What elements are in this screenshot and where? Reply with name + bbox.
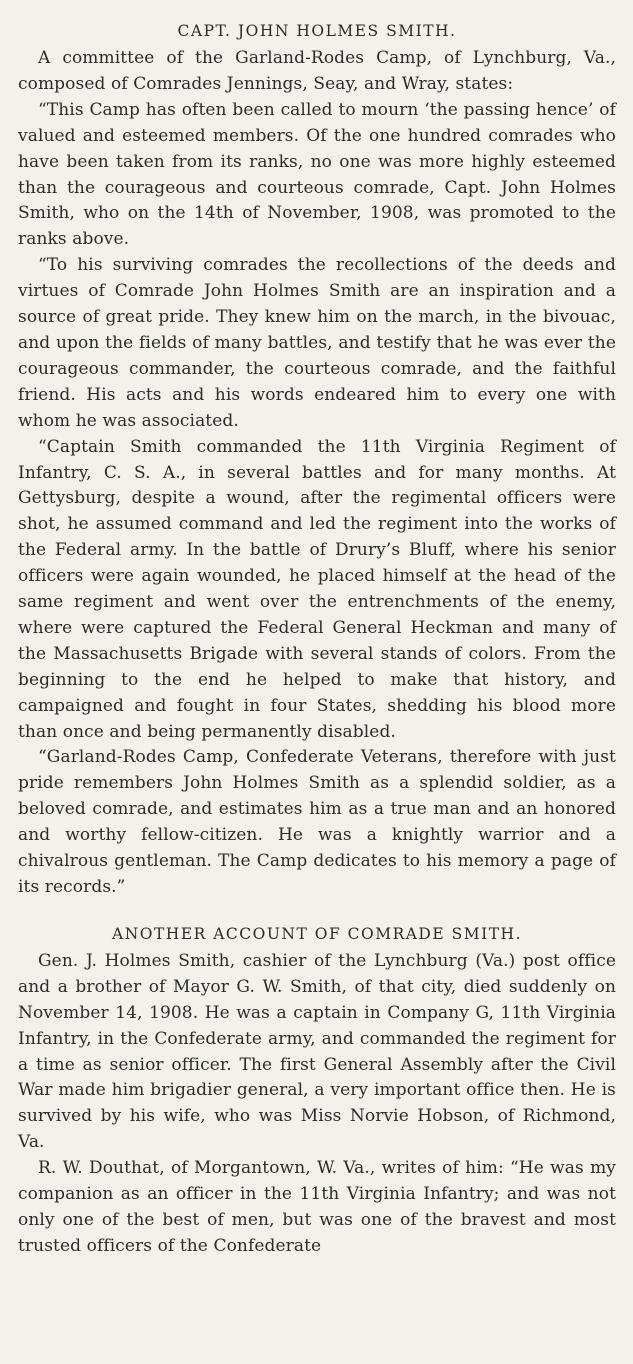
page-text — [18, 16, 616, 1260]
paragraph: R. W. Douthat, of Morgantown, W. Va., writes of him: “He was my companion as an officer in the 11th Virginia Infantry; and was not only one of the best of men, but was one of the bravest and most trusted officers of the Confederate — [18, 1158, 616, 1256]
paragraph: A committee of the Garland-Rodes Camp, of Lynchburg, Va., composed of Comrades Jennings, Seay, and Wray, states: — [18, 48, 616, 94]
paragraph: “Captain Smith commanded the 11th Virginia Regiment of Infantry, C. S. A., in several battles and for many months. At Gettysburg, despite a wound, after the regimental officers were shot, he assumed command and led the regiment into the works of the Federal army. In the battle of Drury’s Bluff, where his senior officers were again wounded, he placed himself at the head of the same regiment and went over the entrenchments of the enemy, where were captured the Federal General Heckman and many of the Massachusetts Brigade with several stands of colors. From the beginning to the end he helped to make that history, and campaigned and fought in four States, shedding his blood more than once and being permanently disabled. — [18, 436, 616, 742]
article-heading: ANOTHER ACCOUNT OF COMRADE SMITH. — [112, 924, 522, 943]
article-heading: CAPT. JOHN HOLMES SMITH. — [177, 22, 457, 40]
paragraph: “To his surviving comrades the recollections of the deeds and virtues of Comrade John Holmes Smith are an inspiration and a source of great pride. They knew him on the march, in the bivouac, and upon the fields of many battles, and testify that he was ever the courageous commander, the courteous comrade, and the faithful friend. His acts and his words endeared him to every one with whom he was associated. — [18, 255, 616, 431]
paragraph: Gen. J. Holmes Smith, cashier of the Lynchburg (Va.) post office and a brother of Mayor G. W. Smith, of that city, died suddenly on November 14, 1908. He was a captain in Company G, 11th Virginia Infantry, in the Confederate army, and commanded the regiment for a time as senior officer. The first General Assembly after the Civil War made him brigadier general, a very important office then. He is survived by his wife, who was Miss Norvie Hobson, of Richmond, Va. — [18, 950, 616, 1153]
paragraph: “This Camp has often been called to mourn ‘the passing hence’ of valued and esteemed members. Of the one hundred comrades who have been taken from its ranks, no one was more highly esteemed than the courageous and courteous comrade, Capt. John Holmes Smith, who on the 14th of November, 1908, was promoted to the ranks above. — [18, 99, 616, 250]
paragraph: “Garland-Rodes Camp, Confederate Veterans, therefore with just pride remembers John Holmes Smith as a splendid soldier, as a beloved comrade, and estimates him as a true man and an honored and worthy fellow-citizen. He was a knightly warrior and a chivalrous gentleman. The Camp dedicates to his memory a page of its records.” — [18, 747, 616, 897]
